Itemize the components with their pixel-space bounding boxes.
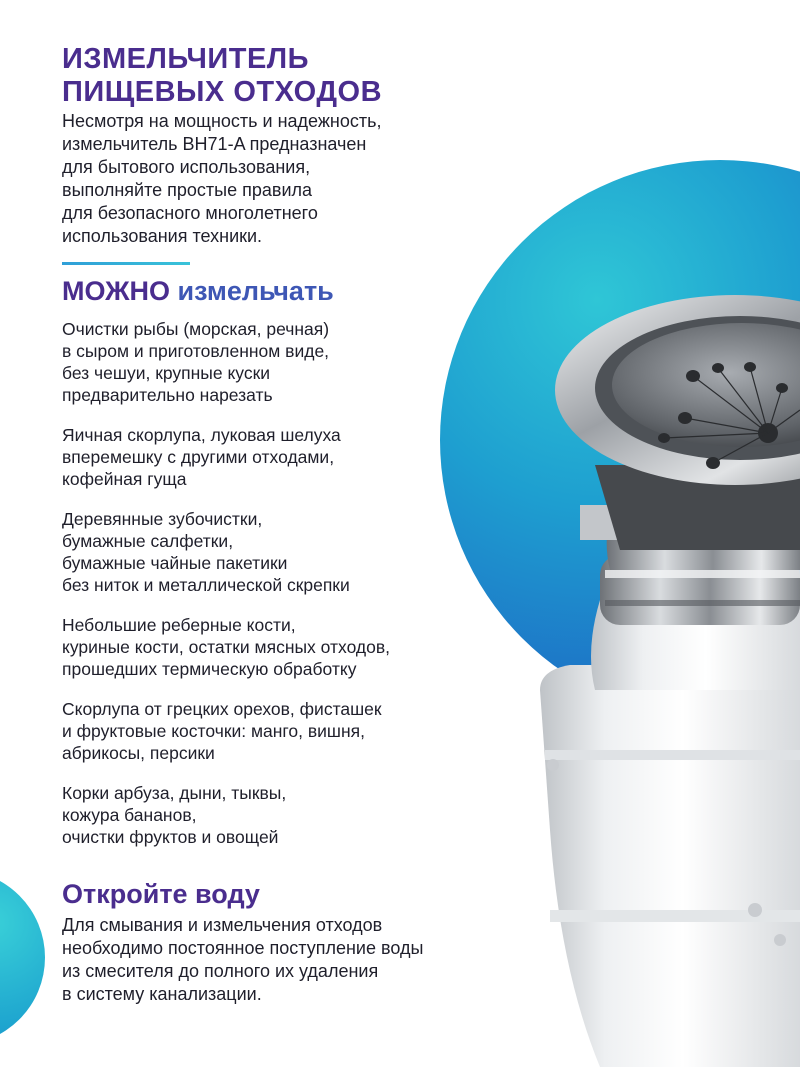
water-line: в систему канализации.: [62, 984, 262, 1004]
can-grind-heading-strong: МОЖНО: [62, 276, 171, 306]
list-item: [62, 508, 390, 596]
list-item: [62, 424, 390, 490]
intro-line: измельчитель BH71-A предназначен: [62, 134, 367, 154]
list-item-line: вперемешку с другими отходами,: [62, 447, 335, 467]
can-grind-list: [62, 318, 390, 866]
section-divider: [62, 262, 190, 265]
list-item-line: кофейная гуща: [62, 469, 187, 489]
intro-line: Несмотря на мощность и надежность,: [62, 111, 382, 131]
list-item-line: Небольшие реберные кости,: [62, 615, 296, 635]
list-item-line: куриные кости, остатки мясных отходов,: [62, 637, 391, 657]
list-item-line: абрикосы, персики: [62, 743, 215, 763]
water-line: Для смывания и измельчения отходов: [62, 915, 383, 935]
intro-line: для бытового использования,: [62, 157, 311, 177]
can-grind-heading-rest: измельчать: [170, 276, 334, 306]
list-item-line: предварительно нарезать: [62, 385, 273, 405]
page-title-line: ПИЩЕВЫХ ОТХОДОВ: [62, 76, 383, 108]
open-water-paragraph: [62, 914, 423, 1006]
intro-line: выполняйте простые правила: [62, 180, 313, 200]
list-item-line: кожура бананов,: [62, 805, 197, 825]
page-title: [62, 43, 382, 109]
intro-line: для безопасного многолетнего: [62, 203, 318, 223]
food-waste-disposer-image: [500, 270, 800, 1067]
list-item: [62, 614, 390, 680]
list-item-line: Корки арбуза, дыни, тыквы,: [62, 783, 287, 803]
open-water-heading: Откройте воду: [62, 879, 260, 909]
list-item-line: бумажные чайные пакетики: [62, 553, 288, 573]
list-item: [62, 782, 390, 848]
list-item-line: без ниток и металлической скрепки: [62, 575, 350, 595]
intro-line: использования техники.: [62, 226, 263, 246]
list-item-line: бумажные салфетки,: [62, 531, 234, 551]
decorative-gradient-circle-small: [0, 870, 45, 1045]
list-item: [62, 318, 390, 406]
list-item-line: и фруктовые косточки: манго, вишня,: [62, 721, 365, 741]
water-line: необходимо постоянное поступление воды: [62, 938, 424, 958]
intro-paragraph: [62, 110, 381, 248]
list-item-line: в сыром и приготовленном виде,: [62, 341, 330, 361]
list-item-line: без чешуи, крупные куски: [62, 363, 271, 383]
list-item-line: прошедших термическую обработку: [62, 659, 357, 679]
page-title-line: ИЗМЕЛЬЧИТЕЛЬ: [62, 43, 309, 75]
list-item-line: очистки фруктов и овощей: [62, 827, 279, 847]
water-line: из смесителя до полного их удаления: [62, 961, 379, 981]
list-item-line: Очистки рыбы (морская, речная): [62, 319, 330, 339]
list-item-line: Скорлупа от грецких орехов, фисташек: [62, 699, 382, 719]
list-item: [62, 698, 390, 764]
list-item-line: Деревянные зубочистки,: [62, 509, 263, 529]
list-item-line: Яичная скорлупа, луковая шелуха: [62, 425, 341, 445]
can-grind-heading: [62, 274, 334, 308]
